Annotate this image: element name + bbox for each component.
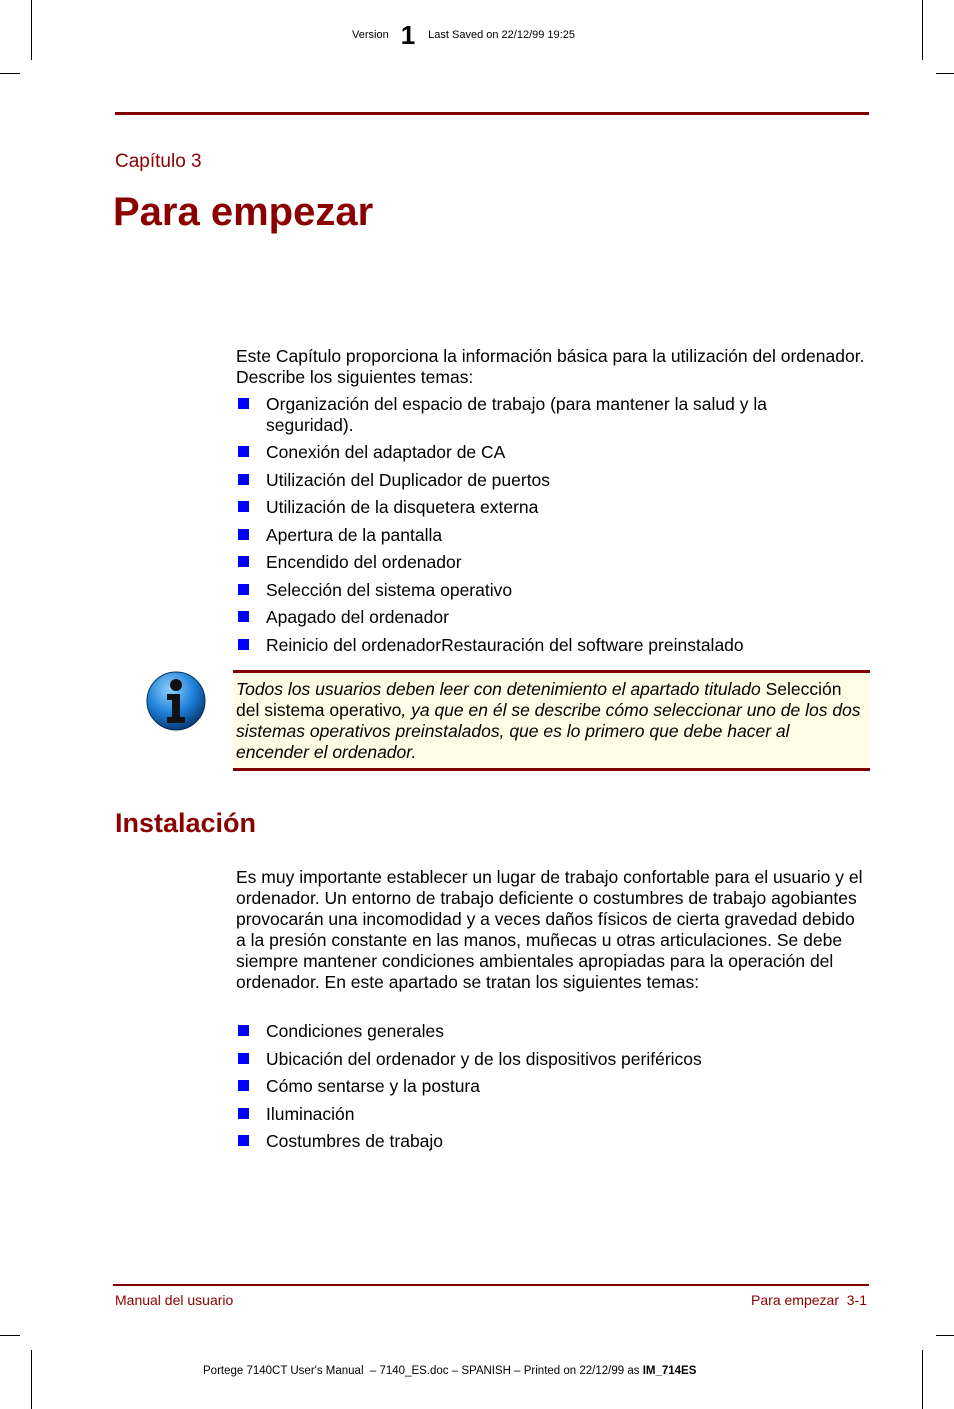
bullet-icon	[238, 1135, 249, 1146]
bullet-icon	[238, 1053, 249, 1064]
bullet-icon	[238, 556, 249, 567]
list-item: Apagado del ordenador	[236, 607, 836, 628]
bullet-icon	[238, 501, 249, 512]
crop-mark	[922, 0, 923, 60]
chapter-label: Capítulo 3	[115, 151, 202, 172]
section-list	[236, 1021, 836, 1152]
list-item: Condiciones generales	[236, 1021, 836, 1042]
crop-mark	[31, 1350, 32, 1409]
bullet-icon	[238, 1080, 249, 1091]
footer-rule	[113, 1284, 869, 1286]
top-rule	[115, 112, 869, 115]
bullet-icon	[238, 1025, 249, 1036]
crop-mark	[936, 1335, 954, 1336]
version-number: 1	[400, 20, 416, 50]
info-icon	[146, 671, 206, 731]
footer-left: Manual del usuario	[115, 1292, 234, 1308]
bullet-icon	[238, 446, 249, 457]
list-item: Apertura de la pantalla	[236, 525, 836, 546]
bullet-icon	[238, 474, 249, 485]
bullet-icon	[238, 529, 249, 540]
crop-mark	[922, 1350, 923, 1409]
bullet-icon	[238, 584, 249, 595]
section-paragraph: Es muy importante establecer un lugar de trabajo confortable para el usuario y el ordenador. Un entorno de trabajo deficiente o costumbres de trabajo agobiantes provocarán una incomodidad y a veces daños físicos de cierta gravedad debido a la presión constante en las manos, muñecas u otras articulaciones. Se debe siempre mantener condiciones ambientales apropiadas para la operación del ordenador. En este apartado se tratan los siguientes temas:	[236, 867, 863, 992]
list-item: Ubicación del ordenador y de los dispositivos periféricos	[236, 1049, 836, 1070]
footer-right: Para empezar 3-1	[751, 1292, 867, 1308]
list-item: Cómo sentarse y la postura	[236, 1076, 836, 1097]
bullet-icon	[238, 1108, 249, 1119]
bullet-icon	[238, 398, 249, 409]
list-item: Conexión del adaptador de CA	[236, 442, 836, 463]
crop-mark	[0, 1335, 20, 1336]
version-label: Version	[352, 29, 389, 41]
bullet-icon	[238, 611, 249, 622]
crop-mark	[936, 73, 954, 74]
page-title: Para empezar	[113, 190, 374, 234]
note-text: Todos los usuarios deben leer con detenimiento el apartado titulado Selección del sistema operativo, ya que en él se describe cómo seleccionar uno de los dos sistemas operativos preinstalados, que es lo primero que debe hacer al encender el ordenador.	[236, 679, 861, 762]
intro-list	[236, 394, 836, 656]
list-item: Selección del sistema operativo	[236, 580, 836, 601]
crop-mark	[0, 73, 20, 74]
last-saved: Last Saved on 22/12/99 19:25	[428, 29, 575, 41]
header-meta	[352, 22, 575, 48]
intro-paragraph: Este Capítulo proporciona la información básica para la utilización del ordenador. Describe los siguientes temas:	[236, 346, 865, 387]
list-item: Costumbres de trabajo	[236, 1131, 836, 1152]
list-item: Encendido del ordenador	[236, 552, 836, 573]
crop-mark	[31, 0, 32, 60]
bullet-icon	[238, 639, 249, 650]
section-title: Instalación	[115, 808, 257, 838]
list-item: Utilización de la disquetera externa	[236, 497, 836, 518]
list-item: Organización del espacio de trabajo (para mantener la salud y la seguridad).	[236, 394, 836, 436]
print-info: Portege 7140CT User's Manual – 7140_ES.doc – SPANISH – Printed on 22/12/99 as IM_714ES	[203, 1365, 697, 1377]
list-item: Utilización del Duplicador de puertos	[236, 470, 836, 491]
list-item: Reinicio del ordenadorRestauración del software preinstalado	[236, 635, 836, 656]
list-item: Iluminación	[236, 1104, 836, 1125]
